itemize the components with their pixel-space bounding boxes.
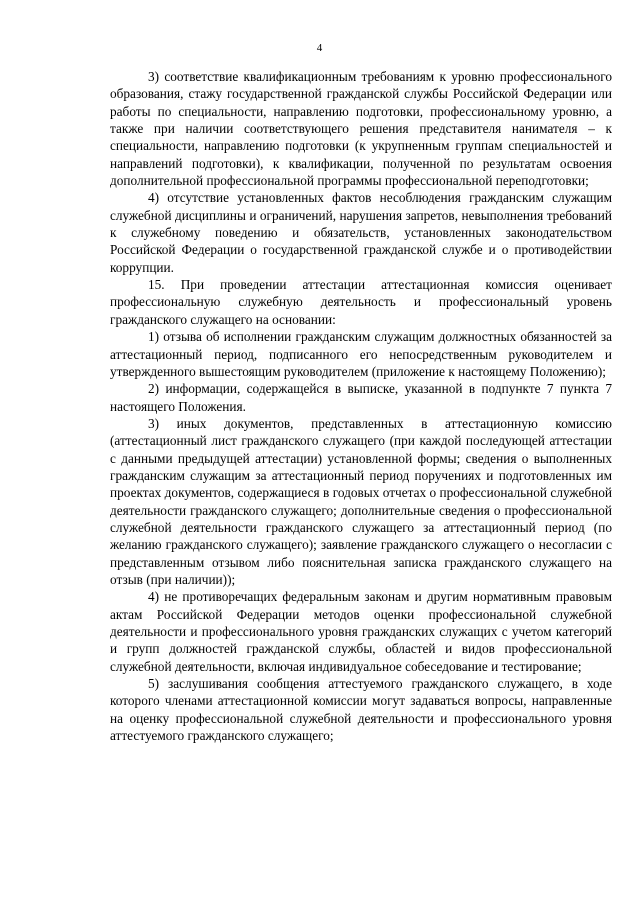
document-body (110, 68, 612, 744)
paragraph-5-hearing: 5) заслушивания сообщения аттестуемого гражданского служащего, в ходе которого членами аттестационной комиссии могут задаваться вопросы, направленные на оценку профессиональной служебной деятельности и профессионального уровня аттестуемого гражданского служащего; (110, 676, 612, 744)
paragraph-15-assessment-basis: 15. При проведении аттестации аттестационная комиссия оценивает профессиональную служебную деятельность и профессиональный уровень гражданского служащего на основании: (110, 277, 612, 327)
page-number: 4 (316, 42, 323, 54)
paragraph-3-other-documents: 3) иных документов, представленных в аттестационную комиссию (аттестационный лист гражданского служащего (при каждой последующей аттестации с данными предыдущей аттестации) установленной формы; сведения о выполненных гражданским служащим за аттестационный период поручениях и подготовленных им проектах документов, содержащиеся в годовых отчетах о профессиональной служебной деятельности гражданского служащего; дополнительные сведения о профессиональной служебной деятельности гражданского служащего за аттестационный период (по желанию гражданского служащего); заявление гражданского служащего о несогласии с представленным отзывом либо пояснительная записка гражданского служащего на отзыв (при наличии)); (110, 415, 612, 587)
paragraph-2-information: 2) информации, содержащейся в выписке, указанной в подпункте 7 пункта 7 настоящего Положения. (110, 381, 612, 414)
paragraph-4-evaluation-methods: 4) не противоречащих федеральным законам и другим нормативным правовым актам Российской Федерации методов оценки профессиональной служебной деятельности и профессионального уровня гражданских служащих с учетом категорий и групп должностей гражданской службы, областей и видов профессиональной служебной деятельности, включая индивидуальное собеседование и тестирование; (110, 589, 612, 674)
paragraph-1-review: 1) отзыва об исполнении гражданским служащим должностных обязанностей за аттестационный период, подписанного его непосредственным руководителем и утвержденного вышестоящим руководителем (приложение к настоящему Положению); (110, 329, 612, 379)
paragraph-4-no-violations: 4) отсутствие установленных фактов несоблюдения гражданским служащим служебной дисциплины и ограничений, нарушения запретов, невыполнения требований к служебному поведению и обязательств, установленных законодательством Российской Федерации о государственной гражданской службе и о противодействии коррупции. (110, 190, 612, 275)
paragraph-3-qualification: 3) соответствие квалификационным требованиям к уровню профессионального образования, стажу государственной гражданской службы Российской Федерации или работы по специальности, направлению подготовки, профессиональному уровню, а также при наличии соответствующего решения представителя нанимателя – к специальности, направлению подготовки (к укрупненным группам специальностей и направлений подготовки), к квалификации, полученной по результатам освоения дополнительной профессиональной программы профессиональной переподготовки; (110, 69, 612, 189)
